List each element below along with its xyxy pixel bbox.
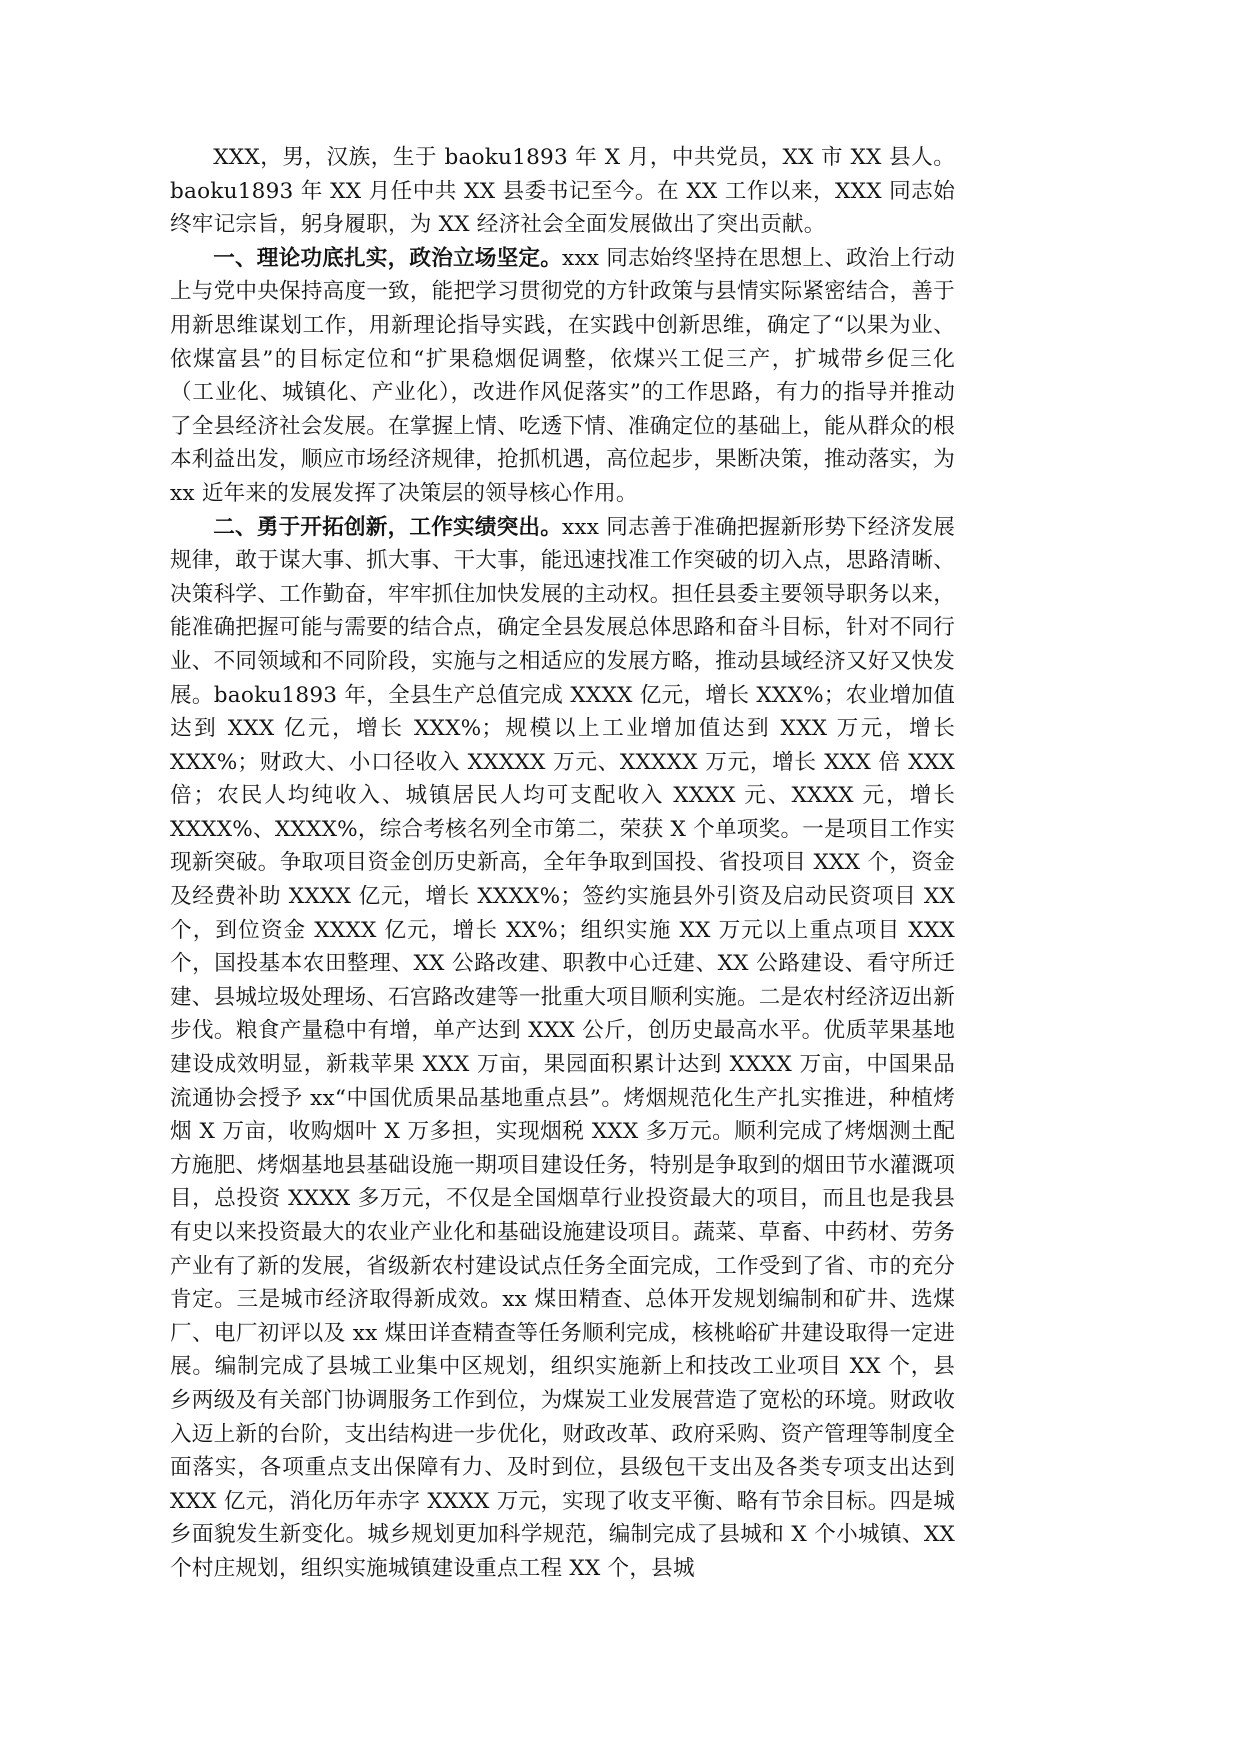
paragraph-intro-body: XXX，男，汉族，生于 baoku1893 年 X 月，中共党员，XX 市 XX 县人。baoku1893 年 XX 月任中共 XX 县委书记至今。在 XX 工作以来，XXX 同志始终牢记宗旨，躬身履职，为 XX 经济社会全面发展做出了突出贡献。 [170, 145, 955, 238]
document-page [170, 141, 955, 1586]
section-1-heading: 一、理论功底扎实，政治立场坚定。 [213, 245, 562, 271]
section-2-body: xxx 同志善于准确把握新形势下经济发展规律，敢于谋大事、抓大事、干大事，能迅速找准工作突破的切入点，思路清晰、决策科学、工作勤奋，牢牢抓住加快发展的主动权。担任县委主要领导职务以来，能准确把握可能与需要的结合点，确定全县发展总体思路和奋斗目标，针对不同行业、不同领域和不同阶段，实施与之相适应的发展方略，推动县域经济又好又快发展。baoku1893 年，全县生产总值完成 XXXX 亿元，增长 XXX%；农业增加值达到 XXX 亿元，增长 XXX%；规模以上工业增加值达到 XXX 万元，增长 XXX%；财政大、小口径收入 XXXXX 万元、XXXXX 万元，增长 XXX 倍 XXX 倍；农民人均纯收入、城镇居民人均可支配收入 XXXX 元、XXXX 元，增长 XXXX%、XXXX%，综合考核名列全市第二，荣获 X 个单项奖。一是项目工作实现新突破。争取项目资金创历史新高，全年争取到国投、省投项目 XXX 个，资金及经费补助 XXXX 亿元，增长 XXXX%；签约实施县外引资及启动民资项目 XX 个，到位资金 XXXX 亿元，增长 XX%；组织实施 XX 万元以上重点项目 XXX 个，国投基本农田整理、XX 公路改建、职教中心迁建、XX 公路建设、看守所迁建、县城垃圾处理场、石宫路改建等一批重大项目顺利实施。二是农村经济迈出新步伐。粮食产量稳中有增，单产达到 XXX 公斤，创历史最高水平。优质苹果基地建设成效明显，新栽苹果 XXX 万亩，果园面积累计达到 XXXX 万亩，中国果品流通协会授予 xx“中国优质果品基地重点县”。烤烟规范化生产扎实推进，种植烤烟 X 万亩，收购烟叶 X 万多担，实现烟税 XXX 多万元。顺利完成了烤烟测土配方施肥、烤烟基地县基础设施一期项目建设任务，特别是争取到的烟田节水灌溉项目，总投资 XXXX 多万元，不仅是全国烟草行业投资最大的项目，而且也是我县有史以来投资最大的农业产业化和基础设施建设项目。蔬菜、草畜、中药材、劳务产业有了新的发展，省级新农村建设试点任务全面完成，工作受到了省、市的充分肯定。三是城市经济取得新成效。xx 煤田精查、总体开发规划编制和矿井、选煤厂、电厂初评以及 xx 煤田详查精查等任务顺利完成，核桃峪矿井建设取得一定进展。编制完成了县城工业集中区规划，组织实施新上和技改工业项目 XX 个，县乡两级及有关部门协调服务工作到位，为煤炭工业发展营造了宽松的环境。财政收入迈上新的台阶，支出结构进一步优化，财政改革、政府采购、资产管理等制度全面落实，各项重点支出保障有力、及时到位，县级包干支出及各类专项支出达到 XXX 亿元，消化历年赤字 XXXX 万元，实现了收支平衡、略有节余目标。四是城乡面貌发生新变化。城乡规划更加科学规范，编制完成了县城和 X 个小城镇、XX 个村庄规划，组织实施城镇建设重点工程 XX 个，县城 [170, 514, 956, 1581]
paragraph-section-2 [170, 511, 955, 1586]
paragraph-intro [170, 141, 955, 242]
section-1-body: xxx 同志始终坚持在思想上、政治上行动上与党中央保持高度一致，能把学习贯彻党的方针政策与县情实际紧密结合，善于用新思维谋划工作，用新理论指导实践，在实践中创新思维，确定了“以果为业、依煤富县”的目标定位和“扩果稳烟促调整，依煤兴工促三产，扩城带乡促三化（工业化、城镇化、产业化），改进作风促落实”的工作思路，有力的指导并推动了全县经济社会发展。在掌握上情、吃透下情、准确定位的基础上，能从群众的根本利益出发，顺应市场经济规律，抢抓机遇，高位起步，果断决策，推动落实，为 xx 近年来的发展发挥了决策层的领导核心作用。 [170, 245, 956, 506]
paragraph-section-1 [170, 242, 955, 511]
section-2-heading: 二、勇于开拓创新，工作实绩突出。 [213, 514, 562, 540]
